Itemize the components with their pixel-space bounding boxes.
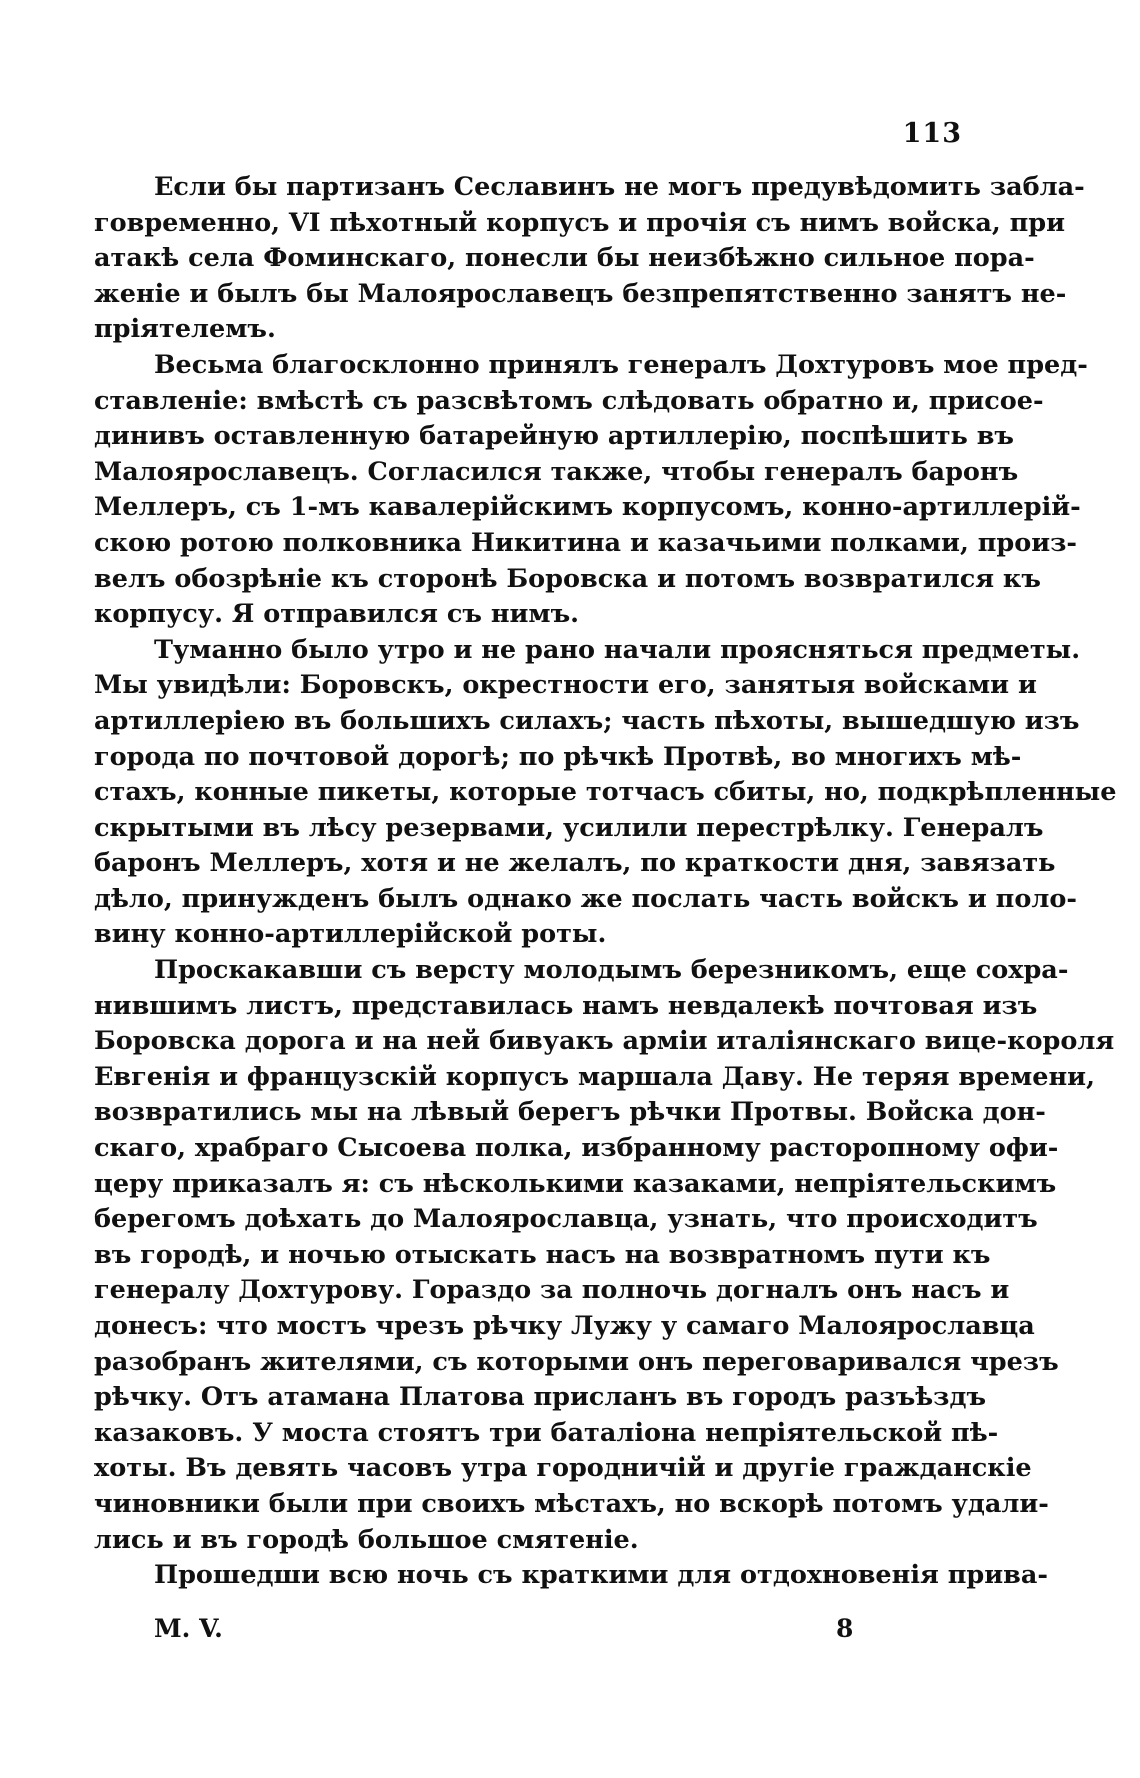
text-line: говременно, VI пѣхотный корпусъ и прочія съ нимъ войска, при (94, 207, 1066, 238)
text-line: атакѣ села Фоминскаго, понесли бы неизбѣжно сильное пора- (94, 243, 1035, 274)
text-line: Евгенія и французскій корпусъ маршала Даву. Не теряя времени, (94, 1061, 1095, 1092)
text-line: Прошедши всю ночь съ краткими для отдохновенія прива- (154, 1560, 1048, 1591)
text-line: артиллеріею въ большихъ силахъ; часть пѣхоты, вышедшую изъ (94, 705, 1080, 736)
text-line: Весьма благосклонно принялъ генералъ Дохтуровъ мое пред- (154, 349, 1088, 380)
paragraph (94, 633, 1117, 953)
text-line: велъ обозрѣніе къ сторонѣ Боровска и потомъ возвратился къ (94, 563, 1041, 594)
text-line: скрытыми въ лѣсу резервами, усилили перестрѣлку. Генералъ (94, 812, 1044, 843)
text-line: скаго, храбраго Сысоева полка, избранному расторопному офи- (94, 1133, 1059, 1164)
text-line: Боровска дорога и на ней бивуакъ арміи италіянскаго вице-короля (94, 1026, 1115, 1057)
text-line: вину конно-артиллерійской роты. (94, 919, 607, 950)
paragraph (94, 170, 1085, 348)
text-line: Если бы партизанъ Сеславинъ не могъ предувѣдомить забла- (154, 172, 1085, 202)
text-line: динивъ оставленную батарейную артиллерію, поспѣшить въ (94, 421, 1014, 452)
text-line: хоты. Въ девять часовъ утра городничій и другіе гражданскіе (94, 1453, 1032, 1484)
text-line: донесъ: что мостъ чрезъ рѣчку Лужу у самаго Малоярославца (94, 1311, 1035, 1341)
sheet-number: 8 (836, 1614, 854, 1643)
page-number: 113 (902, 118, 962, 149)
paragraph (94, 1558, 1048, 1594)
text-line: Туманно было утро и не рано начали проясняться предметы. (154, 634, 1081, 665)
text-line: корпусу. Я отправился съ нимъ. (94, 599, 580, 630)
body-text (94, 170, 1117, 1594)
paragraph (94, 953, 1115, 1558)
text-line: Меллеръ, съ 1-мъ кавалерійскимъ корпусомъ, конно-артиллерій- (94, 492, 1081, 523)
text-line: ставленіе: вмѣстѣ съ разсвѣтомъ слѣдовать обратно и, присое- (94, 385, 1044, 416)
text-line: дѣло, принужденъ былъ однако же послать часть войскъ и поло- (94, 883, 1077, 914)
text-line: скою ротою полковника Никитина и казачьими полками, произ- (94, 527, 1077, 558)
text-line: чиновники были при своихъ мѣстахъ, но вскорѣ потомъ удали- (94, 1488, 1049, 1519)
text-line: города по почтовой дорогѣ; по рѣчкѣ Протвѣ, во многихъ мѣ- (94, 741, 1022, 772)
text-line: въ городѣ, и ночью отыскать насъ на возвратномъ пути къ (94, 1239, 991, 1270)
text-line: лись и въ городѣ большое смятеніе. (94, 1524, 639, 1555)
text-line: возвратились мы на лѣвый берегъ рѣчки Протвы. Войска дон- (94, 1097, 1046, 1128)
text-line: Проскакавши съ версту молодымъ березникомъ, еще сохра- (154, 955, 1069, 986)
text-line: казаковъ. У моста стоятъ три баталіона непріятельской пѣ- (94, 1417, 999, 1448)
text-line: женіе и былъ бы Малоярославецъ безпрепятственно занятъ не- (94, 278, 1067, 309)
page-footer (154, 1614, 874, 1650)
paragraph (94, 348, 1088, 633)
text-line: Мы увидѣли: Боровскъ, окрестности его, занятыя войсками и (94, 670, 1037, 701)
signature-mark: M. V. (154, 1614, 223, 1643)
text-line: баронъ Меллеръ, хотя и не желалъ, по краткости дня, завязать (94, 848, 1056, 879)
text-line: разобранъ жителями, съ которыми онъ переговаривался чрезъ (94, 1346, 1059, 1377)
text-line: рѣчку. Отъ атамана Платова присланъ въ городъ разъѣздъ (94, 1382, 987, 1413)
text-line: генералу Дохтурову. Гораздо за полночь догналъ онъ насъ и (94, 1275, 1010, 1306)
text-line: пріятелемъ. (94, 314, 276, 345)
text-line: нившимъ листъ, представилась намъ невдалекѣ почтовая изъ (94, 990, 1038, 1021)
text-line: стахъ, конные пикеты, которые тотчасъ сбиты, но, подкрѣпленные (94, 777, 1117, 808)
text-line: Малоярославецъ. Согласился также, чтобы генералъ баронъ (94, 456, 1019, 487)
text-line: церу приказалъ я: съ нѣсколькими казаками, непріятельскимъ (94, 1168, 1057, 1199)
text-line: берегомъ доѣхать до Малоярославца, узнать, что происходитъ (94, 1204, 1038, 1235)
